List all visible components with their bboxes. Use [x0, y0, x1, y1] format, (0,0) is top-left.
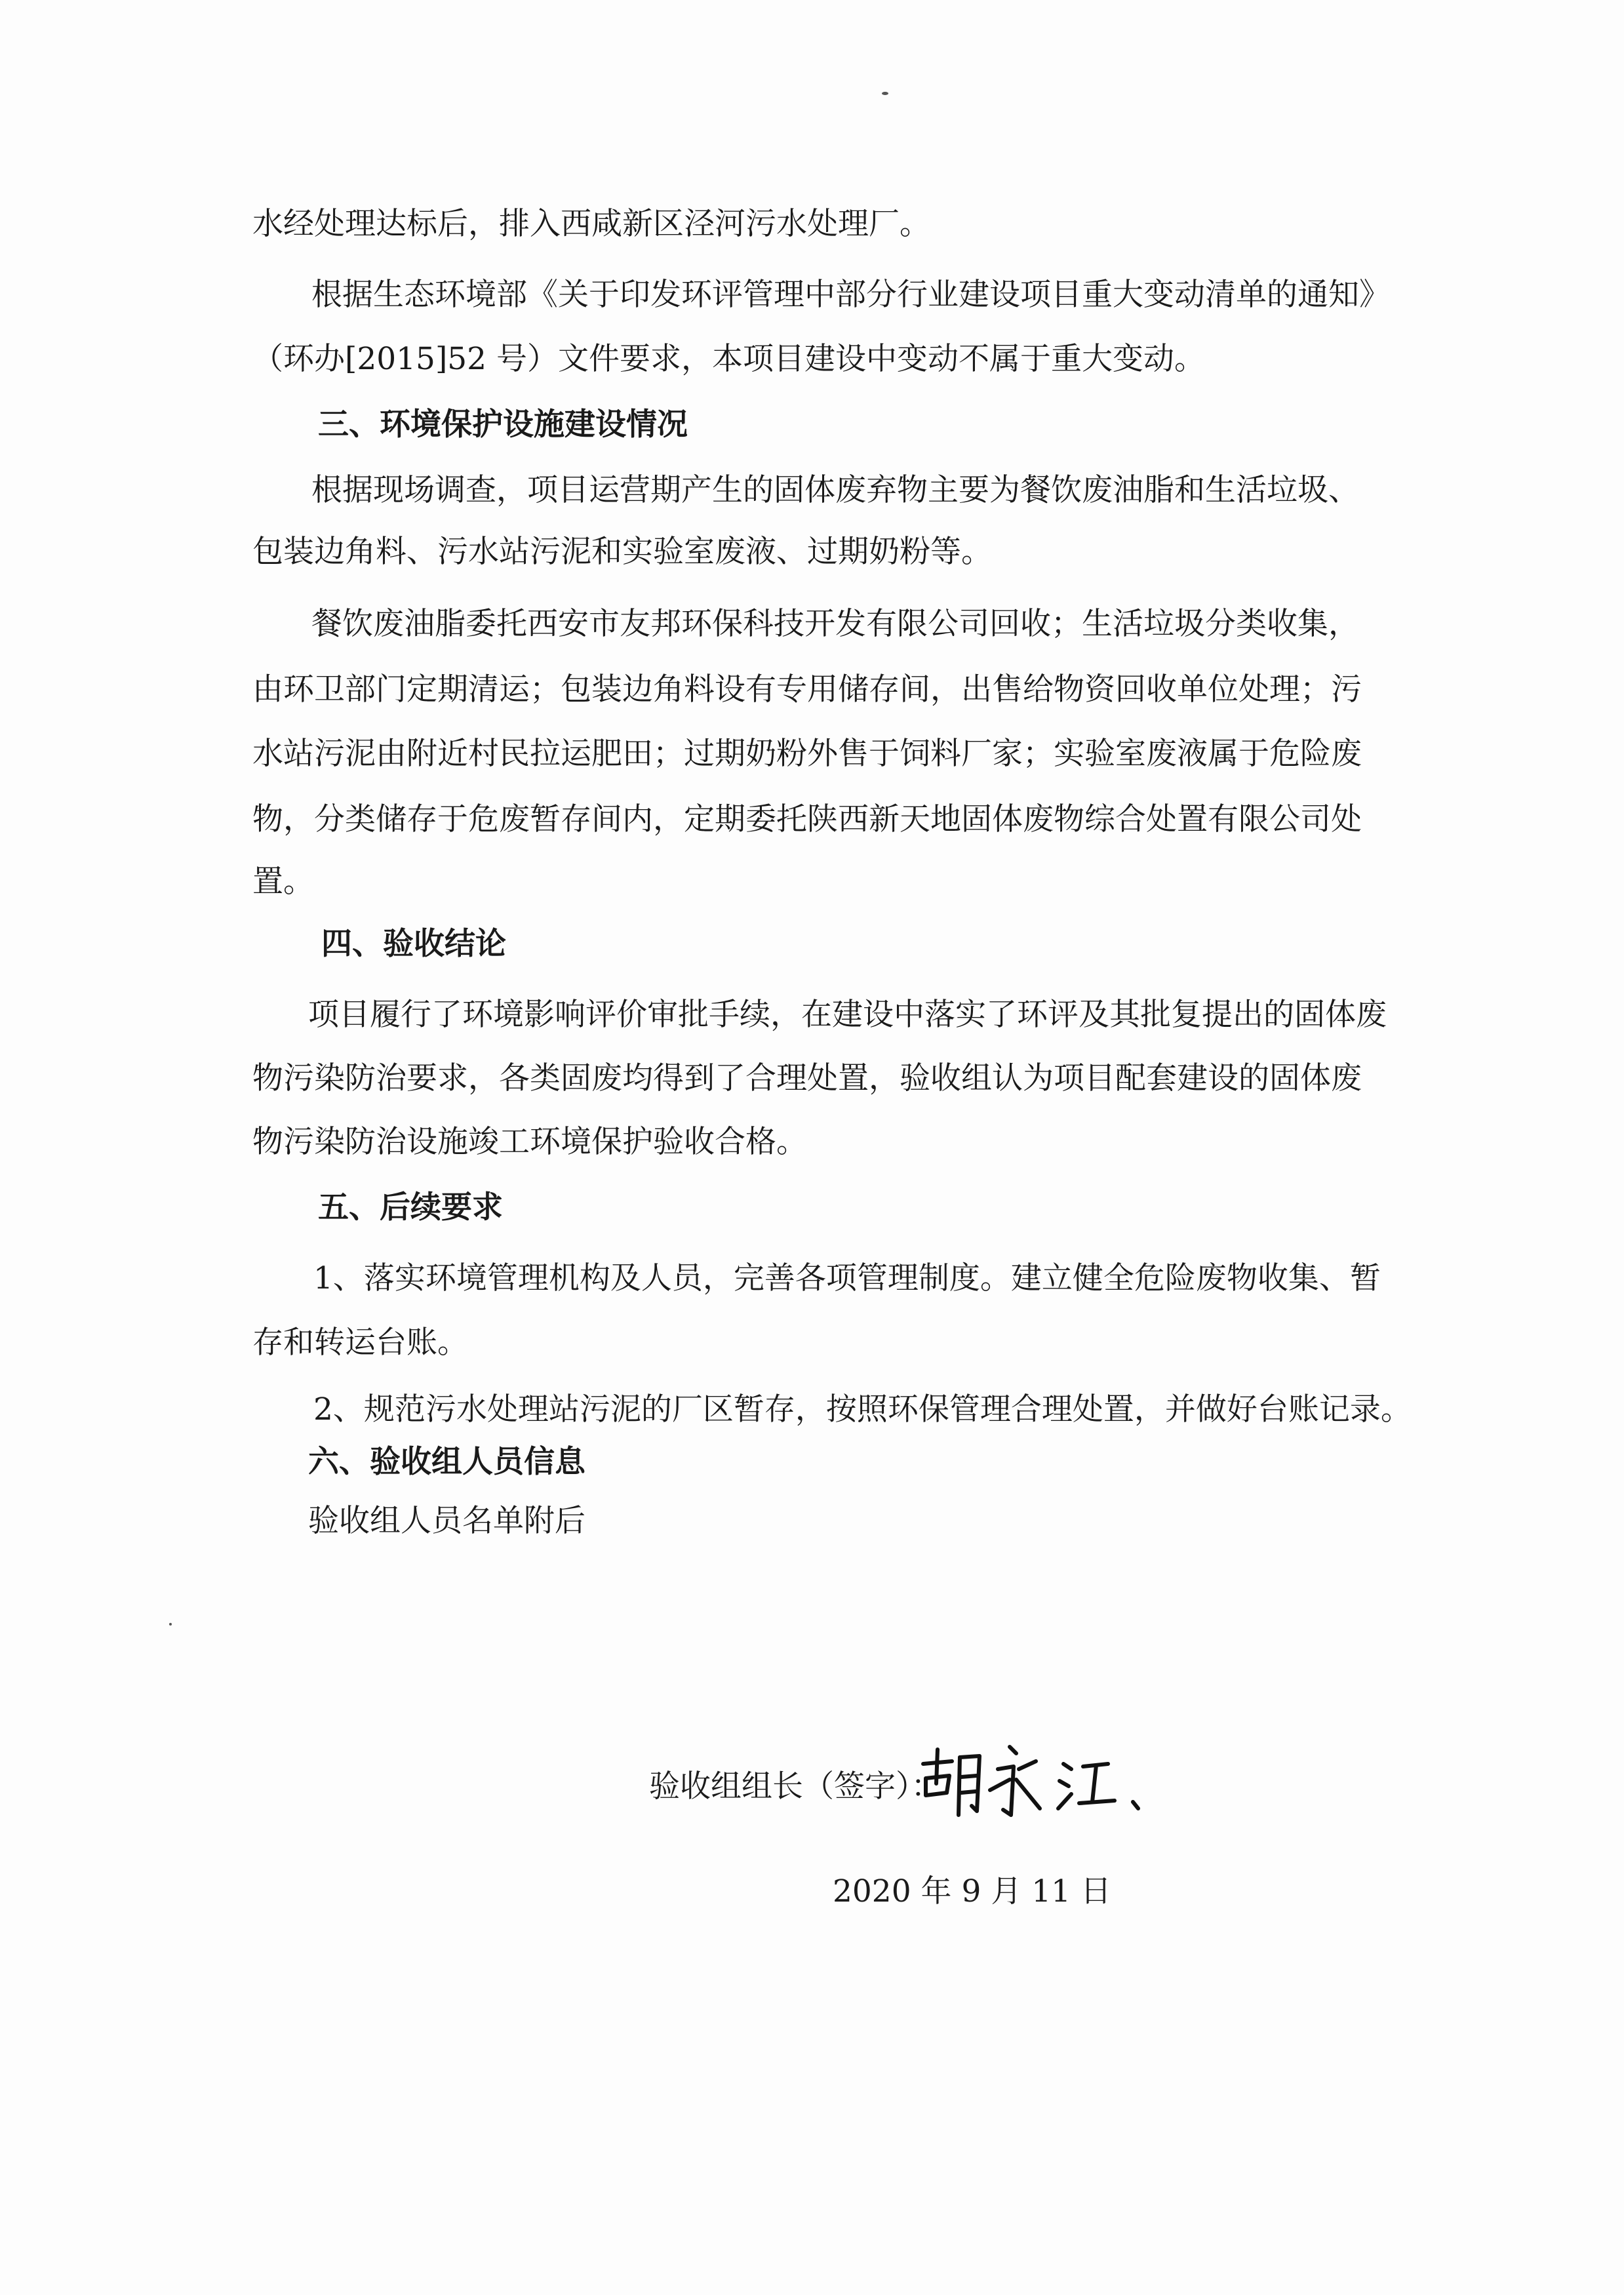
paragraph-line: 由环卫部门定期清运；包装边角料设有专用储存间，出售给物资回收单位处理；污 — [252, 671, 1362, 708]
paragraph-line: 根据现场调查，项目运营期产生的固体废弃物主要为餐饮废油脂和生活垃圾、 — [311, 472, 1359, 508]
scan-speck — [169, 1623, 172, 1626]
paragraph-line: 存和转运台账。 — [252, 1325, 468, 1361]
section-heading: 六、验收组人员信息 — [308, 1444, 585, 1480]
paragraph-line: 水站污泥由附近村民拉运肥田；过期奶粉外售于饲料厂家；实验室废液属于危险废 — [252, 736, 1362, 772]
paragraph-line: 验收组人员名单附后 — [308, 1503, 585, 1539]
paragraph-line: 物污染防治设施竣工环境保护验收合格。 — [252, 1124, 807, 1160]
paragraph-line: 物，分类储存于危废暂存间内，定期委托陕西新天地固体废物综合处置有限公司处 — [252, 801, 1362, 837]
section-heading: 五、后续要求 — [318, 1189, 503, 1226]
paragraph-line: 项目履行了环境影响评价审批手续，在建设中落实了环评及其批复提出的固体废 — [308, 997, 1387, 1033]
paragraph-line: 1、落实环境管理机构及人员，完善各项管理制度。建立健全危险废物收集、暂 — [313, 1260, 1381, 1296]
paragraph-line: 置。 — [252, 864, 314, 900]
paragraph-line: 物污染防治要求，各类固废均得到了合理处置，验收组认为项目配套建设的固体废 — [252, 1060, 1362, 1096]
paragraph-line: 2、规范污水处理站污泥的厂区暂存，按照环保管理合理处置，并做好台账记录。 — [313, 1391, 1412, 1427]
signature-label: 验收组组长（签字）： — [649, 1768, 942, 1805]
paragraph-line: 根据生态环境部《关于印发环评管理中部分行业建设项目重大变动清单的通知》 — [311, 277, 1390, 313]
paragraph-line: 餐饮废油脂委托西安市友邦环保科技开发有限公司回收；生活垃圾分类收集， — [311, 606, 1359, 642]
paragraph-line: 包装边角料、污水站污泥和实验室废液、过期奶粉等。 — [252, 534, 992, 570]
paragraph-line: （环办[2015]52 号）文件要求，本项目建设中变动不属于重大变动。 — [252, 341, 1206, 377]
section-heading: 三、环境保护设施建设情况 — [318, 407, 688, 443]
handwritten-signature — [911, 1738, 1160, 1829]
signature-date: 2020 年 9 月 11 日 — [833, 1873, 1112, 1909]
paragraph-line: 水经处理达标后，排入西咸新区泾河污水处理厂。 — [252, 206, 930, 242]
section-heading: 四、验收结论 — [321, 926, 506, 962]
scan-speck — [882, 92, 888, 95]
